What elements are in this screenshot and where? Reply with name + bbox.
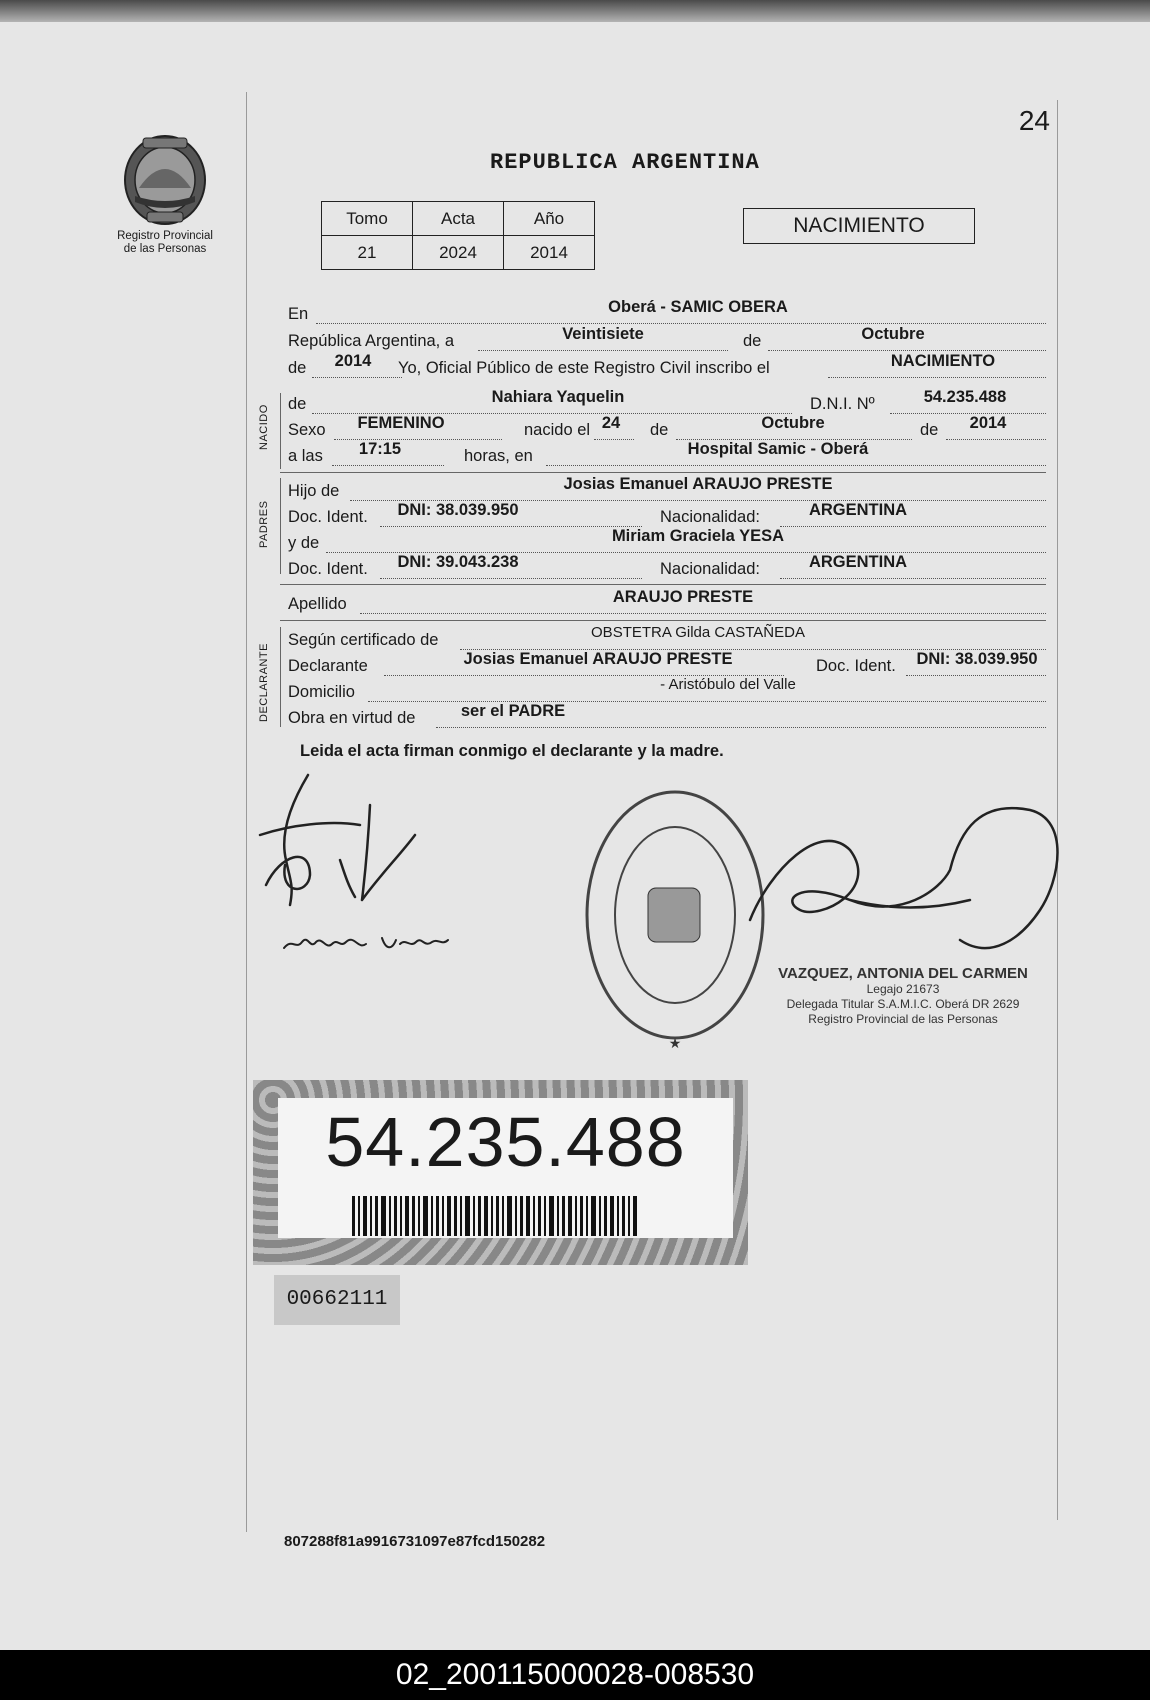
- row-obra: [288, 702, 1046, 728]
- row-fecha-acta: [288, 325, 1046, 351]
- register-header-tomo: Tomo: [322, 202, 413, 236]
- label-nacido-el: nacido el: [524, 421, 591, 439]
- label-sexo: Sexo: [288, 421, 326, 439]
- value-anio-nac: 2014: [969, 414, 1007, 432]
- label-doc-ident: Doc. Ident.: [288, 508, 368, 526]
- label-segun: Según certificado de: [288, 631, 439, 649]
- label-declarante: Declarante: [288, 657, 368, 675]
- register-value-anio: 2014: [504, 236, 595, 270]
- provincial-seal-icon: [117, 130, 213, 230]
- label-obra: Obra en virtud de: [288, 709, 416, 727]
- value-dia-letras: Veintisiete: [562, 325, 644, 343]
- value-madre: Miriam Graciela YESA: [611, 527, 785, 545]
- row-hora: [288, 440, 1046, 466]
- label-horas-en: horas, en: [464, 447, 533, 465]
- barcode-icon: [352, 1196, 652, 1236]
- value-lugar: Oberá - SAMIC OBERA: [608, 298, 788, 316]
- document-title: REPUBLICA ARGENTINA: [490, 150, 760, 175]
- row-padre: [288, 475, 1046, 501]
- row-nombre: [288, 388, 1046, 414]
- barcode-label: [253, 1080, 748, 1265]
- row-madre-doc: [288, 553, 1046, 579]
- register-header-acta: Acta: [413, 202, 504, 236]
- closing-statement: Leida el acta firman conmigo el declarante y la madre.: [300, 742, 724, 760]
- label-y-de: y de: [288, 534, 320, 552]
- value-anio: 2014: [334, 352, 372, 370]
- label-hijo-de: Hijo de: [288, 482, 340, 500]
- value-padre-nac: ARGENTINA: [808, 501, 908, 519]
- document-hash: 807288f81a9916731097e87fcd150282: [284, 1533, 546, 1550]
- left-margin-line: [246, 92, 247, 1532]
- official-cargo: Delegada Titular S.A.M.I.C. Oberá DR 2629: [786, 997, 1020, 1011]
- label-apellido: Apellido: [288, 595, 347, 613]
- row-padre-doc: [288, 501, 1046, 527]
- label-de-mes: de: [650, 421, 669, 439]
- declarant-signature-icon: [250, 765, 430, 945]
- label-yo: Yo, Oficial Público de este Registro Civil inscribo el: [398, 359, 770, 377]
- label-nacionalidad: Nacionalidad:: [660, 508, 760, 526]
- logo-caption-1: Registro Provincial: [117, 230, 213, 242]
- label-republica: República Argentina, a: [288, 332, 455, 350]
- label-a-las: a las: [288, 447, 323, 465]
- file-id: 02_200115000028-008530: [395, 1658, 755, 1691]
- register-value-tomo: 21: [322, 236, 413, 270]
- label-doc-ident2: Doc. Ident.: [288, 560, 368, 578]
- row-inscripcion: [288, 352, 1046, 378]
- section-label-nacido: NACIDO: [258, 404, 270, 450]
- label-de-nombre: de: [288, 395, 307, 413]
- register-table: [321, 201, 595, 270]
- official-name: VAZQUEZ, ANTONIA DEL CARMEN: [778, 965, 1028, 982]
- value-declarante: Josias Emanuel ARAUJO PRESTE: [463, 650, 733, 668]
- official-org: Registro Provincial de las Personas: [808, 1012, 998, 1026]
- value-mes-nac: Octubre: [761, 414, 825, 432]
- value-madre-nac: ARGENTINA: [808, 553, 908, 571]
- official-legajo: Legajo 21673: [866, 982, 940, 996]
- row-certificado: [288, 624, 1046, 650]
- label-doc-ident3: Doc. Ident.: [816, 657, 896, 675]
- official-stamp-text: [768, 965, 1038, 1027]
- label-de: de: [743, 332, 762, 350]
- register-header-anio: Año: [504, 202, 595, 236]
- row-lugar: [288, 298, 1046, 324]
- label-domicilio: Domicilio: [288, 683, 355, 701]
- value-dia-nac: 24: [601, 414, 621, 432]
- label-nacionalidad2: Nacionalidad:: [660, 560, 760, 578]
- value-apellido: ARAUJO PRESTE: [612, 588, 754, 606]
- section-line-nacido: [280, 393, 281, 469]
- barcode-number: 54.235.488: [325, 1103, 686, 1181]
- value-obra: ser el PADRE: [460, 702, 566, 720]
- section-line-declarante: [280, 627, 281, 727]
- file-id-bar: [0, 1650, 1150, 1700]
- value-padre: Josias Emanuel ARAUJO PRESTE: [563, 475, 833, 493]
- label-dni: D.N.I. Nº: [810, 395, 875, 413]
- registry-logo: [105, 130, 225, 256]
- svg-text:★: ★: [668, 1035, 682, 1051]
- mother-signature-icon: [282, 920, 452, 960]
- value-hora: 17:15: [358, 440, 402, 458]
- page-number: 24: [1018, 105, 1050, 136]
- control-code: 00662111: [274, 1275, 400, 1325]
- register-value-acta: 2024: [413, 236, 504, 270]
- barcode-inner: [278, 1098, 733, 1238]
- section-line-padres: [280, 478, 281, 574]
- value-domicilio: - Aristóbulo del Valle: [660, 676, 796, 693]
- official-signature-icon: [740, 790, 1060, 980]
- divider-padres: [280, 584, 1046, 585]
- row-apellido: [288, 588, 1046, 614]
- label-de-anio: de: [920, 421, 939, 439]
- value-lugar-nac: Hospital Samic - Oberá: [687, 440, 869, 458]
- value-sexo: FEMENINO: [357, 414, 445, 432]
- value-madre-doc: DNI: 39.043.238: [397, 553, 519, 571]
- row-sexo: [288, 414, 1046, 440]
- label-en: En: [288, 305, 309, 323]
- value-mes: Octubre: [861, 325, 925, 343]
- section-label-declarante: DECLARANTE: [258, 643, 270, 722]
- label-de2: de: [288, 359, 307, 377]
- value-dni: 54.235.488: [923, 388, 1007, 406]
- section-label-padres: PADRES: [258, 500, 270, 548]
- value-padre-doc: DNI: 38.039.950: [397, 501, 519, 519]
- value-declarante-doc: DNI: 38.039.950: [916, 650, 1038, 668]
- value-nombre: Nahiara Yaquelin: [491, 388, 625, 406]
- value-certificado: OBSTETRA Gilda CASTAÑEDA: [591, 624, 805, 641]
- divider-nacido: [280, 472, 1046, 473]
- logo-caption-2: de las Personas: [123, 243, 207, 255]
- row-declarante: [288, 650, 1046, 676]
- value-tipo-inscripcion: NACIMIENTO: [890, 352, 996, 370]
- row-madre: [288, 527, 1046, 553]
- act-type-box: NACIMIENTO: [743, 208, 975, 244]
- divider-apellido: [280, 620, 1046, 621]
- row-domicilio: [288, 676, 1046, 702]
